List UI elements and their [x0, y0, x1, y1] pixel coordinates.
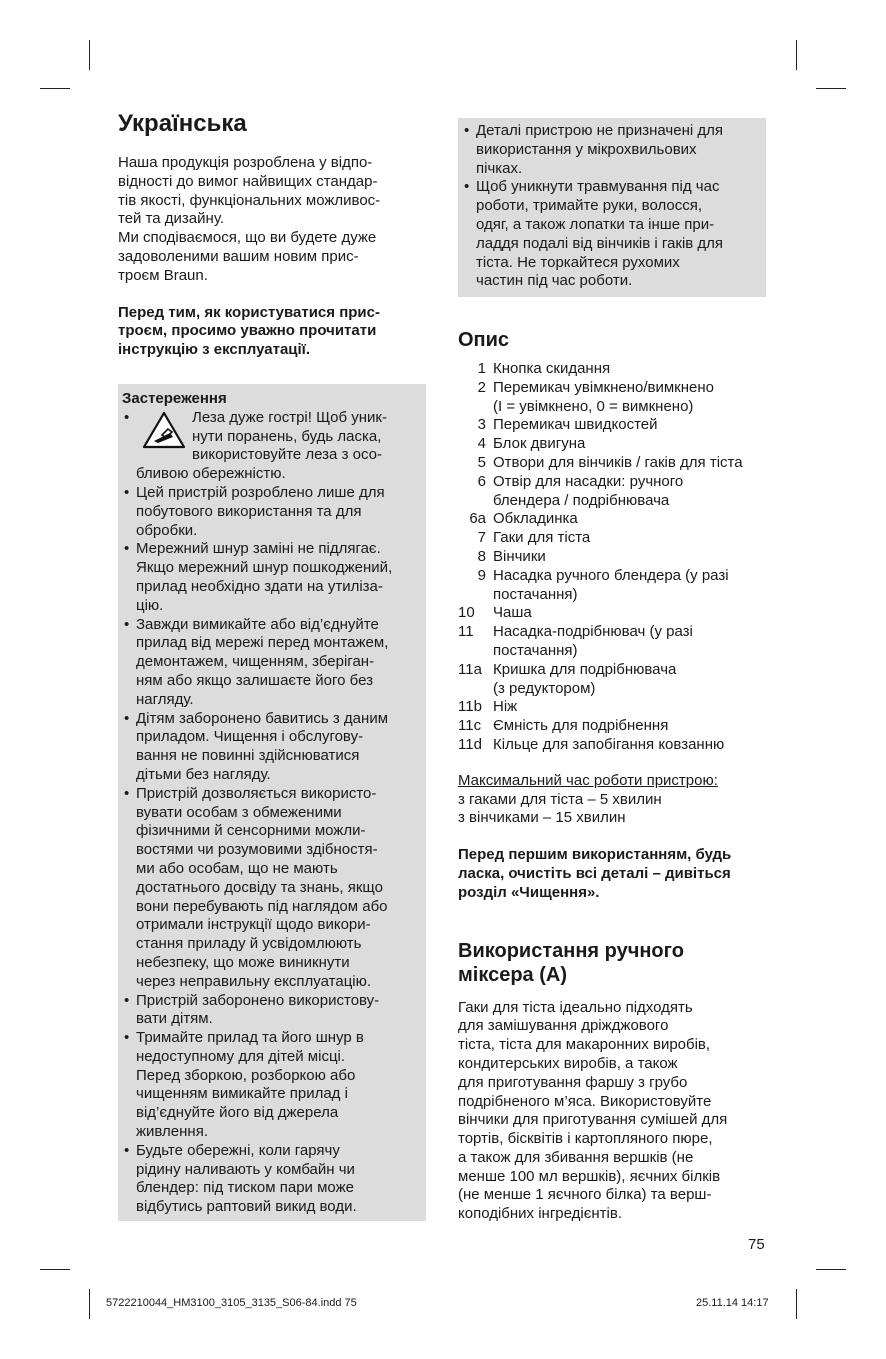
list-item: 11a Кришка для подрібнювача (з редуктором): [458, 660, 677, 697]
list-item: 7 Гаки для тіста: [477, 529, 591, 547]
bullet-icon: •: [124, 540, 130, 558]
list-item: 6 Отвір для насадки: ручного блендера / подрібнювача: [477, 472, 684, 509]
intro-text: Наша продукція розроблена у відпо- відності до вимог найвищих стандар- тів якості, функціональних можливос- тей та дизайну. Ми сподіваємося, що ви будете дуже задоволеними вашим новим прис- троєм Braun.: [118, 154, 381, 284]
warnings-continued-list: [462, 122, 762, 291]
page-title: Українська: [118, 110, 247, 137]
list-item: 1 Кнопка скидання: [477, 360, 611, 377]
bullet-icon: •: [464, 122, 470, 139]
bullet-icon: •: [464, 178, 470, 196]
warning-item: • Тримайте прилад та його шнур в недоступному для дітей місці. Перед зборкою, розборкою або чищенням вимикайте прилад і від’єднуйте його від джерела живлення.: [124, 1029, 364, 1141]
warning-item: • Дітям заборонено бавитись з даним приладом. Чищення і обслугову- вання не повинні здійснюватися дітьми без нагляду.: [124, 709, 389, 783]
bullet-icon: •: [124, 991, 130, 1009]
list-item: 11c Ємність для подрібнення: [458, 717, 669, 735]
usage-text: Гаки для тіста ідеально підходять для замішування дріжджового тіста, тіста для макаронних виробів, кондитерських виробів, а також для приготування фаршу з грубо подрібненого м’яса. Використовуйте вінчики для приготування сумішей для тортів, бісквітів і картопляного пюре, а також для збивання вершків (не менше 100 мл вершків), яєчних білків (не менше 1 яєчного білка) та верш- коподібних інгредієнтів.: [458, 998, 728, 1223]
cleaning-notice: Перед першим використанням, будь ласка, очистіть всі деталі – дивіться розділ «Чищення».: [458, 846, 732, 901]
bullet-icon: •: [124, 408, 130, 426]
list-item: 11b Ніж: [458, 698, 518, 716]
page-number: 75: [748, 1236, 765, 1253]
crop-mark: [40, 88, 70, 89]
list-item: 9 Насадка ручного блендера (у разі постачання): [477, 566, 729, 603]
left-column: [118, 110, 428, 360]
list-item: 11d Кільце для запобігання ковзанню: [458, 735, 725, 753]
bullet-icon: •: [124, 784, 130, 802]
warning-item: • Пристрій дозволяється використо- вувати особам з обмеженими фізичними й сенсорними можли- востями чи розумовими здібностя- ми або особам, що не мають достатнього досвіду та знань, якщо вони перебувають під наглядом або отримали інструкції щодо викори- стання приладу й усвідомлюють небезпеку, що може виникнути через неправильну експлуатацію.: [124, 784, 388, 990]
footer-filename: 5722210044_HM3100_3105_3135_S06-84.indd 75: [106, 1297, 357, 1309]
crop-mark: [40, 1269, 70, 1270]
crop-mark: [796, 40, 797, 70]
crop-mark: [796, 1289, 797, 1319]
crop-mark: [816, 1269, 846, 1270]
list-item: 6a Обкладинка: [469, 510, 578, 528]
list-item: 11 Насадка-подрібнювач (у разі постачання): [458, 623, 693, 659]
list-item: 3 Перемикач швидкостей: [477, 416, 658, 434]
warning-item: • Завжди вимикайте або від’єднуйте прилад від мережі перед монтажем, демонтажем, чищенням, зберіган- ням або якщо залишаєте його без нагляду.: [124, 615, 389, 708]
warning-item: • Деталі пристрою не призначені для використання у мікрохвильових пічках.: [464, 122, 723, 177]
warning-item: • Мережний шнур заміні не підлягає. Якщо мережний шнур пошкоджений, прилад необхідно здати на утиліза- цію.: [124, 540, 393, 614]
warnings-box: [118, 384, 426, 1221]
warning-item: • Цей пристрій розроблено лише для побутового використання та для обробки.: [124, 483, 385, 539]
list-item: 10 Чаша: [458, 604, 532, 622]
right-column: [458, 328, 778, 1224]
list-item: 4 Блок двигуна: [477, 435, 586, 453]
crop-mark: [816, 88, 846, 89]
warning-item: • Леза дуже гострі! Щоб уник- нути поранень, будь ласка, використовуйте леза з осо- бливою обережністю.: [124, 408, 387, 483]
crop-mark: [89, 1289, 90, 1319]
bullet-icon: •: [124, 483, 130, 501]
parts-list: [458, 360, 778, 755]
bullet-icon: •: [124, 1141, 130, 1159]
warning-item: • Щоб уникнути травмування під час роботи, тримайте руки, волосся, одяг, а також лопатки та інше при- ладдя подалі від вінчиків і гаків для тіста. Не торкайтеся рухомих частин під час роботи.: [464, 178, 724, 290]
warnings-title: Застереження: [122, 390, 227, 407]
warnings-continued-box: [458, 118, 766, 297]
bullet-icon: •: [124, 709, 130, 727]
sharp-blade-warning-icon: [142, 411, 186, 449]
list-item: 8 Вінчики: [477, 547, 546, 565]
warning-item: • Пристрій заборонено використову- вати дітям.: [124, 991, 380, 1028]
description-heading: Опис: [458, 329, 510, 351]
bullet-icon: •: [124, 1029, 130, 1047]
warnings-list: [122, 484, 422, 1217]
footer-date: 25.11.14 14:17: [696, 1297, 769, 1309]
max-operating-time: Максимальний час роботи пристрою: з гаками для тіста – 5 хвилин з вінчиками – 15 хвилин: [458, 771, 718, 827]
read-instructions-notice: Перед тим, як користуватися прис- троєм, просимо уважно прочитати інструкцію з експлуатації.: [118, 303, 380, 359]
warning-item: • Будьте обережні, коли гарячу рідину наливають у комбайн чи блендер: під тиском пари може відбутись раптовий викид води.: [124, 1141, 357, 1216]
usage-heading: Використання ручного міксера (A): [458, 939, 684, 986]
list-item: 5 Отвори для вінчиків / гаків для тіста: [477, 453, 743, 471]
crop-mark: [89, 40, 90, 70]
list-item: 2 Перемикач увімкнено/вимкнено (I = увімкнено, 0 = вимкнено): [477, 378, 714, 415]
bullet-icon: •: [124, 615, 130, 633]
